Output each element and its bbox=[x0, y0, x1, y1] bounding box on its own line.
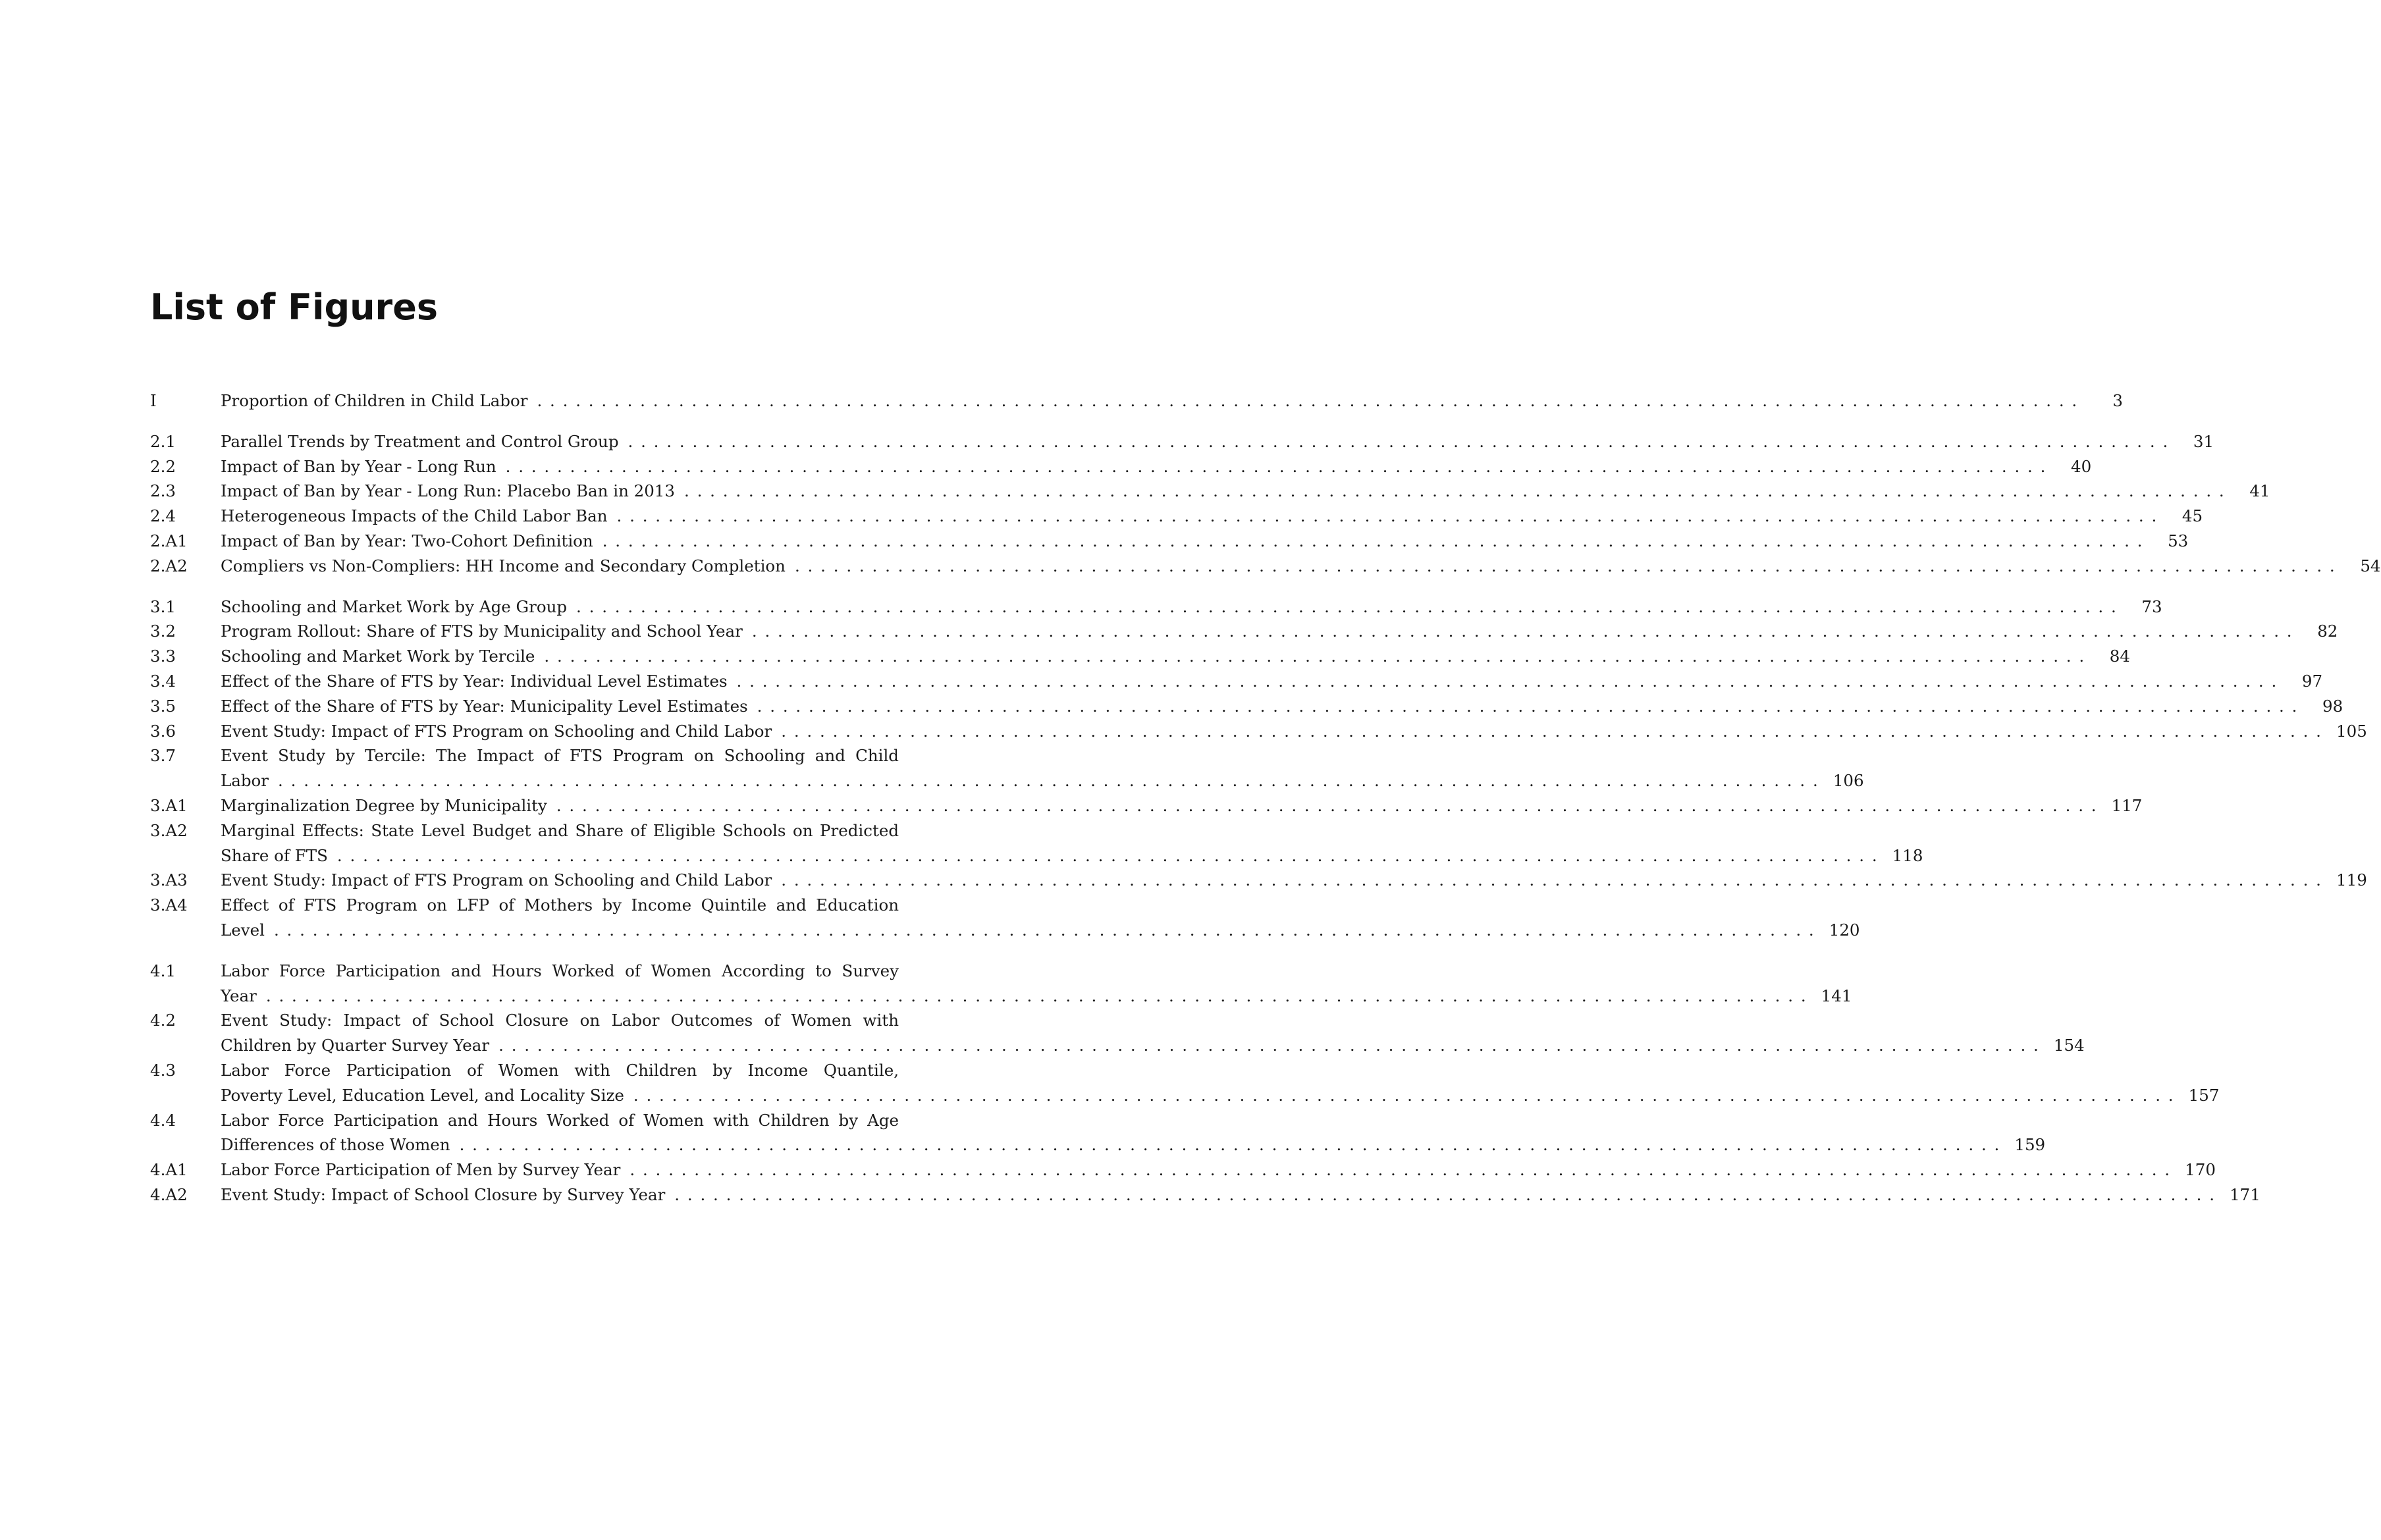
figure-title: Labor bbox=[221, 771, 269, 791]
page-title: List of Figures bbox=[150, 286, 438, 328]
figure-caption bbox=[221, 1058, 2220, 1108]
dot-leader bbox=[567, 595, 2124, 620]
dot-leader bbox=[620, 1157, 2178, 1182]
figure-title: Year bbox=[221, 986, 257, 1005]
figure-number: 4.1 bbox=[150, 961, 176, 980]
figure-entry[interactable] bbox=[150, 1157, 2216, 1182]
figure-entry[interactable] bbox=[150, 619, 2338, 644]
page-number: 119 bbox=[2336, 870, 2367, 890]
figure-caption bbox=[221, 868, 2367, 893]
figure-entry[interactable] bbox=[150, 1058, 2220, 1108]
figure-title: Differences of those Women bbox=[221, 1135, 450, 1155]
figure-caption bbox=[221, 529, 2189, 554]
figure-title-last-line bbox=[221, 984, 1852, 1009]
figure-number: 2.A1 bbox=[150, 531, 188, 550]
dot-leader bbox=[265, 918, 1822, 943]
figure-number: 2.1 bbox=[150, 431, 176, 451]
figure-entry[interactable] bbox=[150, 669, 2323, 694]
figure-number: 3.3 bbox=[150, 647, 176, 666]
figure-group bbox=[150, 959, 2261, 1208]
dot-leader bbox=[608, 504, 2165, 529]
page-number: 3 bbox=[2112, 391, 2123, 410]
page-number: 120 bbox=[1829, 920, 1860, 940]
dot-leader bbox=[269, 768, 1826, 793]
figure-number: 3.7 bbox=[150, 746, 176, 766]
figure-title-last-line bbox=[221, 793, 2143, 818]
figure-title: Level bbox=[221, 920, 265, 940]
dot-leader bbox=[489, 1033, 2047, 1058]
figure-title: Effect of the Share of FTS by Year: Municipality Level Estimates bbox=[221, 696, 748, 716]
figure-title: Parallel Trends by Treatment and Control Group bbox=[221, 431, 619, 451]
figure-number: 3.A3 bbox=[150, 870, 188, 890]
figure-title: Proportion of Children in Child Labor bbox=[221, 391, 528, 410]
figure-title-last-line bbox=[221, 504, 2203, 529]
figure-title: Impact of Ban by Year: Two-Cohort Definition bbox=[221, 531, 593, 550]
figure-entry[interactable] bbox=[150, 554, 2381, 579]
page-number: 159 bbox=[2014, 1135, 2046, 1155]
figure-title-last-line bbox=[221, 918, 1860, 943]
figure-group bbox=[150, 388, 2123, 413]
figure-caption bbox=[221, 429, 2214, 454]
figure-title-last-line bbox=[221, 454, 2092, 479]
figure-title: Heterogeneous Impacts of the Child Labor Ban bbox=[221, 506, 608, 526]
figure-number: 2.4 bbox=[150, 506, 176, 526]
figure-title-last-line bbox=[221, 669, 2323, 694]
figure-title-last-line bbox=[221, 843, 1923, 868]
figure-entry[interactable] bbox=[150, 388, 2123, 413]
page-number: 82 bbox=[2317, 622, 2338, 641]
figure-title: Compliers vs Non-Compliers: HH Income and Secondary Completion bbox=[221, 556, 786, 575]
figure-number: 4.4 bbox=[150, 1110, 176, 1130]
dot-leader bbox=[328, 843, 1885, 868]
figure-title: Event Study: Impact of FTS Program on Schooling and Child Labor bbox=[221, 870, 772, 890]
figure-number: 3.A2 bbox=[150, 820, 188, 840]
figure-caption bbox=[221, 743, 1864, 793]
dot-leader bbox=[772, 868, 2329, 893]
figure-entry[interactable] bbox=[150, 595, 2162, 620]
figure-caption bbox=[221, 893, 1860, 943]
figure-title-last-line bbox=[221, 719, 2367, 744]
figure-title: Schooling and Market Work by Age Group bbox=[221, 597, 568, 616]
dot-leader bbox=[527, 388, 2085, 413]
dot-leader bbox=[772, 719, 2329, 744]
figure-caption bbox=[221, 694, 2343, 719]
figure-number: 3.4 bbox=[150, 671, 176, 691]
figure-caption bbox=[221, 818, 1923, 868]
figure-entry[interactable] bbox=[150, 454, 2092, 479]
figure-title: Schooling and Market Work by Tercile bbox=[221, 647, 535, 666]
page-number: 84 bbox=[2109, 647, 2130, 666]
figure-number: 4.A2 bbox=[150, 1184, 188, 1204]
figure-title-last-line bbox=[221, 1182, 2261, 1208]
figure-title-last-line bbox=[221, 694, 2343, 719]
page-number: 73 bbox=[2141, 597, 2162, 616]
dot-leader bbox=[257, 984, 1814, 1009]
figure-title: Effect of the Share of FTS by Year: Individual Level Estimates bbox=[221, 671, 728, 691]
figure-title-line: Marginal Effects: State Level Budget and Share of Eligible Schools on Predicted bbox=[221, 820, 899, 840]
page-number: 54 bbox=[2360, 556, 2381, 575]
figure-caption bbox=[221, 719, 2367, 744]
dot-leader bbox=[624, 1083, 2181, 1108]
figure-caption bbox=[221, 1008, 2085, 1058]
figure-caption bbox=[221, 959, 1852, 1009]
figure-caption bbox=[221, 644, 2130, 669]
figure-title: Marginalization Degree by Municipality bbox=[221, 795, 547, 815]
figure-caption bbox=[221, 1157, 2216, 1182]
figure-entry[interactable] bbox=[150, 1108, 2046, 1158]
figure-title-last-line bbox=[221, 768, 1864, 793]
dot-leader bbox=[743, 619, 2300, 644]
figure-caption bbox=[221, 669, 2323, 694]
page-number: 170 bbox=[2185, 1160, 2216, 1180]
figure-entry[interactable] bbox=[150, 719, 2367, 744]
page-number: 53 bbox=[2168, 531, 2189, 550]
figure-title: Event Study: Impact of FTS Program on Schooling and Child Labor bbox=[221, 721, 772, 741]
figure-caption bbox=[221, 619, 2338, 644]
figure-caption bbox=[221, 454, 2092, 479]
figure-title: Program Rollout: Share of FTS by Municipality and School Year bbox=[221, 622, 743, 641]
figure-title-last-line bbox=[221, 554, 2381, 579]
figure-entry[interactable] bbox=[150, 959, 1852, 1009]
figure-entry[interactable] bbox=[150, 504, 2203, 529]
page-number: 171 bbox=[2230, 1184, 2261, 1204]
page-number: 41 bbox=[2249, 481, 2270, 501]
dot-leader bbox=[675, 479, 2232, 504]
figure-caption bbox=[221, 793, 2143, 818]
dot-leader bbox=[786, 554, 2343, 579]
figure-entry[interactable] bbox=[150, 1182, 2261, 1208]
dot-leader bbox=[748, 694, 2305, 719]
figure-entry[interactable] bbox=[150, 868, 2367, 893]
page-number: 40 bbox=[2071, 456, 2092, 476]
figure-title-last-line bbox=[221, 429, 2214, 454]
figure-title: Share of FTS bbox=[221, 845, 328, 865]
figure-title-last-line bbox=[221, 388, 2123, 413]
figure-number: 3.2 bbox=[150, 622, 176, 641]
figure-group bbox=[150, 595, 2367, 943]
figure-caption bbox=[221, 479, 2270, 504]
figure-caption bbox=[221, 595, 2162, 620]
figure-number: 2.2 bbox=[150, 456, 176, 476]
page-number: 98 bbox=[2322, 696, 2343, 716]
figure-number: 3.A1 bbox=[150, 795, 188, 815]
figure-title: Poverty Level, Education Level, and Locality Size bbox=[221, 1085, 624, 1105]
figure-title-last-line bbox=[221, 619, 2338, 644]
figure-title: Impact of Ban by Year - Long Run bbox=[221, 456, 496, 476]
figure-number: 2.A2 bbox=[150, 556, 188, 575]
page-number: 118 bbox=[1892, 845, 1923, 865]
figure-number: 4.3 bbox=[150, 1060, 176, 1080]
page-number: 97 bbox=[2301, 671, 2323, 691]
figure-number: 4.2 bbox=[150, 1011, 176, 1030]
dot-leader bbox=[593, 529, 2151, 554]
figure-caption bbox=[221, 1108, 2046, 1158]
page-number: 45 bbox=[2181, 506, 2203, 526]
figure-caption bbox=[221, 504, 2203, 529]
figure-number: I bbox=[150, 391, 157, 410]
figure-entry[interactable] bbox=[150, 479, 2270, 504]
figure-title-last-line bbox=[221, 644, 2130, 669]
figure-title-last-line bbox=[221, 1033, 2085, 1058]
page-number: 106 bbox=[1833, 771, 1864, 791]
list-of-figures bbox=[150, 388, 2381, 1223]
figure-title-line: Event Study by Tercile: The Impact of FTS Program on Schooling and Child bbox=[221, 746, 899, 766]
figure-caption bbox=[221, 554, 2381, 579]
figure-entry[interactable] bbox=[150, 429, 2214, 454]
figure-group bbox=[150, 429, 2381, 579]
figure-title-line: Effect of FTS Program on LFP of Mothers by Income Quintile and Education bbox=[221, 895, 899, 915]
figure-number: 4.A1 bbox=[150, 1160, 188, 1180]
figure-title-line: Labor Force Participation of Women with Children by Income Quantile, bbox=[221, 1060, 899, 1080]
figure-title-last-line bbox=[221, 479, 2270, 504]
figure-title-line: Labor Force Participation and Hours Worked of Women with Children by Age bbox=[221, 1110, 899, 1130]
dot-leader bbox=[665, 1182, 2222, 1208]
figure-entry[interactable] bbox=[150, 694, 2343, 719]
figure-caption bbox=[221, 1182, 2261, 1208]
figure-number: 3.6 bbox=[150, 721, 176, 741]
figure-number: 3.1 bbox=[150, 597, 176, 616]
figure-title-line: Event Study: Impact of School Closure on Labor Outcomes of Women with bbox=[221, 1011, 899, 1030]
figure-title-last-line bbox=[221, 529, 2189, 554]
dot-leader bbox=[535, 644, 2092, 669]
figure-title: Children by Quarter Survey Year bbox=[221, 1036, 490, 1055]
page-number: 117 bbox=[2111, 795, 2143, 815]
figure-title-last-line bbox=[221, 1083, 2220, 1108]
figure-title: Labor Force Participation of Men by Survey Year bbox=[221, 1160, 621, 1180]
figure-entry[interactable] bbox=[150, 893, 1860, 943]
figure-entry[interactable] bbox=[150, 793, 2143, 818]
figure-entry[interactable] bbox=[150, 644, 2130, 669]
figure-entry[interactable] bbox=[150, 529, 2189, 554]
page-number: 154 bbox=[2053, 1036, 2085, 1055]
figure-caption bbox=[221, 388, 2123, 413]
page-number: 31 bbox=[2193, 431, 2214, 451]
figure-title-last-line bbox=[221, 868, 2367, 893]
figure-title-last-line bbox=[221, 1132, 2046, 1157]
page-number: 141 bbox=[1821, 986, 1852, 1005]
figure-entry[interactable] bbox=[150, 818, 1923, 868]
figure-number: 3.5 bbox=[150, 696, 176, 716]
dot-leader bbox=[496, 454, 2054, 479]
page-number: 105 bbox=[2336, 721, 2367, 741]
figure-title-last-line bbox=[221, 1157, 2216, 1182]
figure-number: 3.A4 bbox=[150, 895, 188, 915]
figure-title: Event Study: Impact of School Closure by Survey Year bbox=[221, 1184, 666, 1204]
figure-title: Impact of Ban by Year - Long Run: Placebo Ban in 2013 bbox=[221, 481, 675, 501]
dot-leader bbox=[728, 669, 2285, 694]
figure-title-last-line bbox=[221, 595, 2162, 620]
figure-number: 2.3 bbox=[150, 481, 176, 501]
figure-entry[interactable] bbox=[150, 1008, 2085, 1058]
dot-leader bbox=[547, 793, 2104, 818]
page-number: 157 bbox=[2188, 1085, 2220, 1105]
figure-title-line: Labor Force Participation and Hours Worked of Women According to Survey bbox=[221, 961, 899, 980]
figure-entry[interactable] bbox=[150, 743, 1864, 793]
dot-leader bbox=[619, 429, 2176, 454]
dot-leader bbox=[450, 1132, 2008, 1157]
